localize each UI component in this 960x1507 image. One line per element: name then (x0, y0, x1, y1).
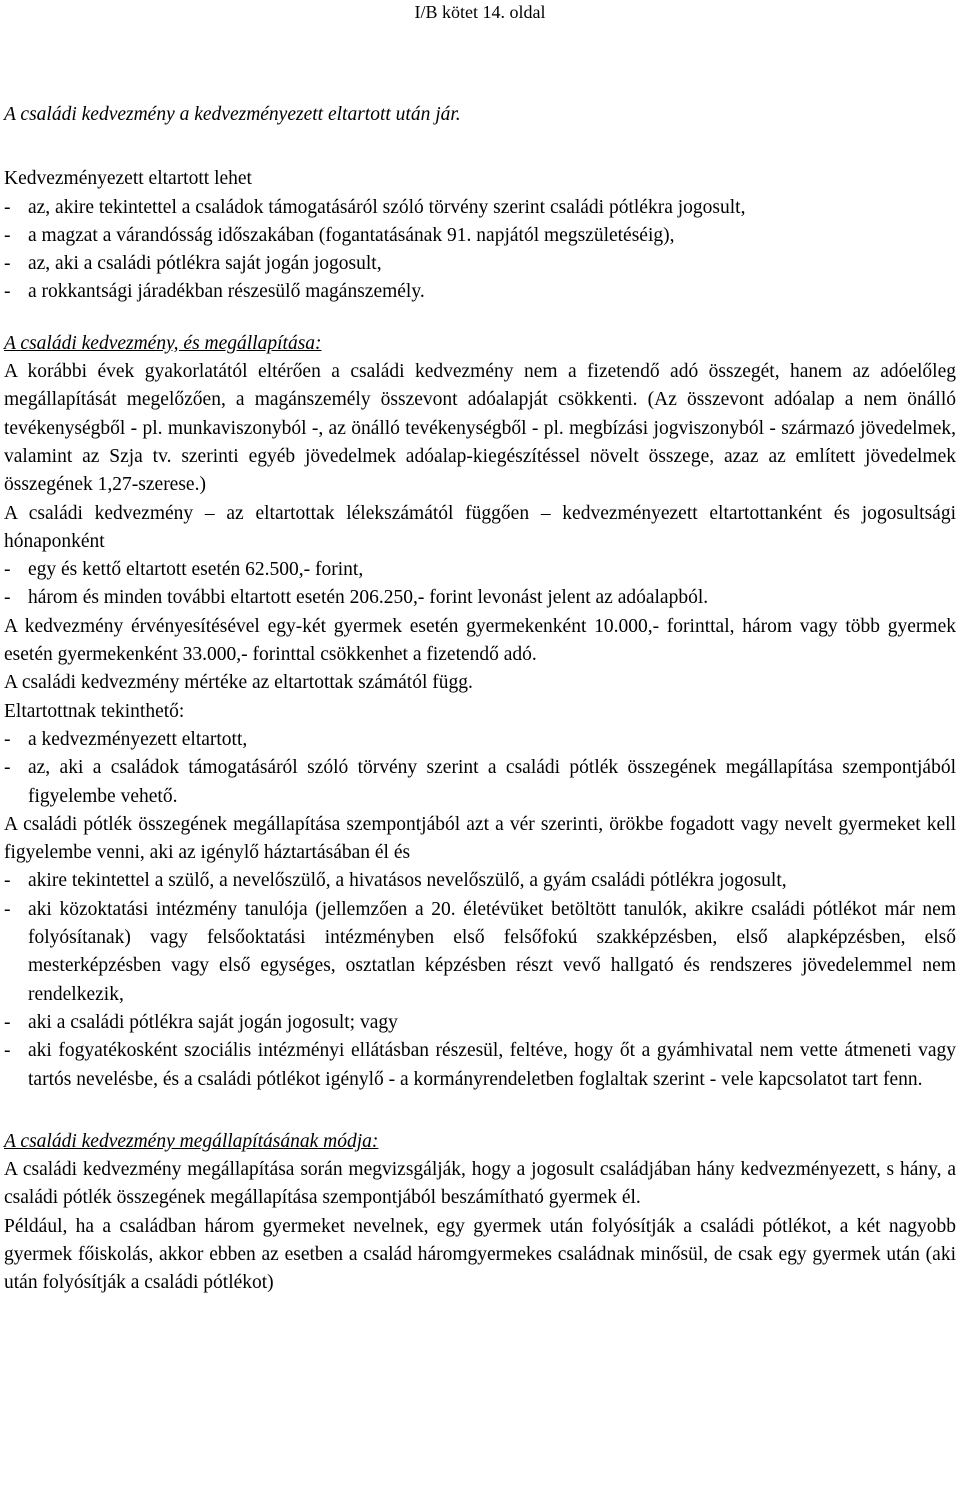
eligible-item: - a magzat a várandósság időszakában (fogantatásának 91. napjától megszületéséig), (4, 224, 675, 246)
amount-item: - egy és kettő eltartott esetén 62.500,- forint, (4, 559, 364, 581)
household-item: - aki közoktatási intézmény tanulója (jellemzően a 20. életévüket betöltött tanulók, akikre családi pótlékot már nem folyósítanak) vagy felsőoktatási intézményben első felsőfokú szakképzésben, első alapképzésben, első mesterképzésben vagy első egységes, osztatlan képzésben részt vevő hallgató és rendszeres jövedelemmel nem rendelkezik, (4, 898, 956, 1005)
amount-item: - három és minden további eltartott esetén 206.250,- forint levonást jelent az adóalapból. (4, 587, 709, 609)
page-header: I/B kötet 14. oldal (414, 2, 546, 22)
eligible-item: - az, aki a családi pótlékra saját jogán jogosult, (4, 253, 382, 275)
household-item: - aki fogyatékosként szociális intézményi ellátásban részesül, feltéve, hogy őt a gyámhivatal nem vette átmeneti vagy tartós nevelésbe, és a családi pótlékot igénylő - a kormányrendeletben foglaltak szerint - vele kapcsolatot tart fenn. (4, 1040, 956, 1090)
household-item: - akire tekintettel a szülő, a nevelőszülő, a hivatásos nevelőszülő, a gyám családi pótlékra jogosult, (4, 870, 787, 892)
document-page (4, 0, 956, 1298)
section-title-method: A családi kedvezmény megállapításának módja: (4, 1130, 379, 1152)
eligible-title: Kedvezményezett eltartott lehet (4, 168, 252, 190)
paragraph: A családi kedvezmény megállapítása során megvizsgálják, hogy a jogosult családjában hány kedvezményezett, s hány, a családi pótlék összegének megállapítása szempontjából beszámítható gyermek él. (4, 1159, 956, 1209)
section-title-calculation: A családi kedvezmény, és megállapítása: (4, 332, 322, 354)
eligible-item: - a rokkantsági járadékban részesülő magánszemély. (4, 281, 425, 303)
paragraph: A kedvezmény érvényesítésével egy-két gyermek esetén gyermekenként 10.000,- forinttal, három vagy több gyermek esetén gyermekenként 33.000,- forinttal csökkenhet a fizetendő adó. (4, 615, 956, 666)
paragraph: Például, ha a családban három gyermeket nevelnek, egy gyermek után folyósítják a családi pótlékot, a két nagyobb gyermek főiskolás, akkor ebben az esetben a család háromgyermekes családnak minősül, de csak egy gyermek után (aki után folyósítják a családi pótlékot) (4, 1215, 956, 1294)
intro-sentence: A családi kedvezmény a kedvezményezett eltartott után jár. (4, 104, 461, 125)
paragraph: A családi kedvezmény – az eltartottak lélekszámától függően – kedvezményezett eltartottanként és jogosultsági hónaponként (4, 502, 956, 552)
dependent-item: - az, aki a családok támogatásáról szóló törvény szerint a családi pótlék összegének megállapítása szempontjából figyelembe vehető. (4, 757, 956, 807)
paragraph: A családi pótlék összegének megállapítása szempontjából azt a vér szerinti, örökbe fogadott vagy nevelt gyermeket kell figyelembe venni, aki az igénylő háztartásában él és (4, 813, 956, 864)
eligible-item: - az, akire tekintettel a családok támogatásáról szóló törvény szerint családi pótlékra jogosult, (4, 196, 746, 218)
dependent-item: - a kedvezményezett eltartott, (4, 728, 248, 750)
dependents-title: Eltartottnak tekinthető: (4, 700, 185, 722)
household-item: - aki a családi pótlékra saját jogán jogosult; vagy (4, 1011, 398, 1033)
paragraph: A korábbi évek gyakorlatától eltérően a családi kedvezmény nem a fizetendő adó összegét, hanem az adóelőleg megállapítását megelőzően, a magánszemély összevont adóalapját csökkenti. (Az összevont adóalap a nem önálló tevékenységből - pl. munkaviszonyból -, az önálló tevékenységből - pl. megbízási jogviszonyból - származó jövedelmek, valamint az Szja tv. szerinti egyéb jövedelmek adóalap-kiegészítéssel növelt összege, azaz az említett jövedelmek összegének 1,27-szerese.) (4, 361, 956, 496)
paragraph: A családi kedvezmény mértéke az eltartottak számától függ. (4, 672, 473, 694)
